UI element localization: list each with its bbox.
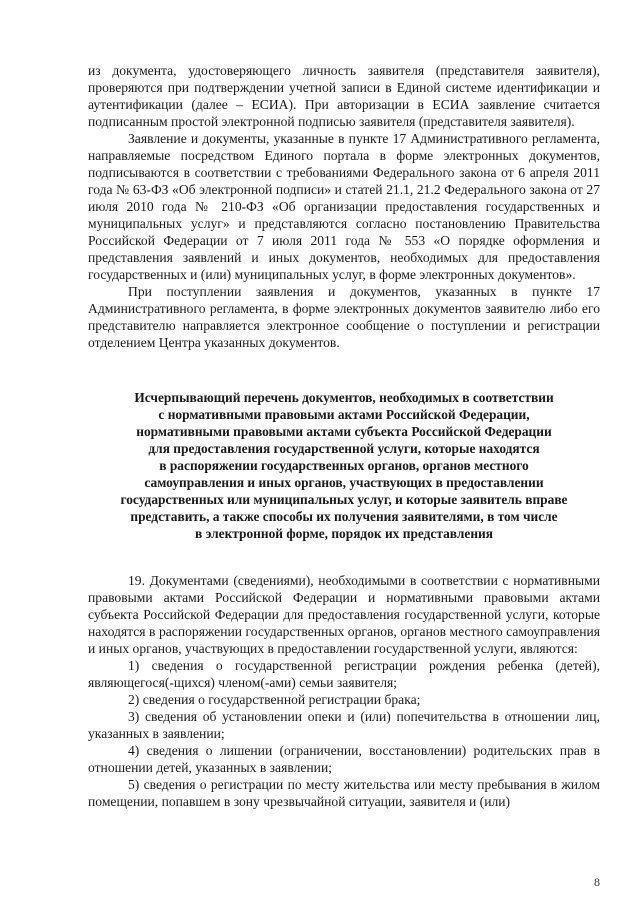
paragraph-notification: При поступлении заявления и документов, указанных в пункте 17 Административного регламента, в форме электронных документов заявителю либо его представителю направляется электронное сообщение о поступлении и регистрации отделением Центра указанных документов. — [88, 284, 600, 350]
list-item: 3) сведения об установлении опеки и (или) попечительства в отношении лиц, указанных в заявлении; — [88, 709, 600, 741]
heading-line: нормативными правовыми актами субъекта Российской Федерации — [136, 424, 552, 439]
heading-line: для предоставления государственной услуги, которые находятся — [148, 441, 540, 456]
document-page — [88, 62, 600, 810]
heading-line: государственных или муниципальных услуг, и которые заявитель вправе — [120, 492, 568, 507]
heading-line: Исчерпывающий перечень документов, необходимых в соответствии — [134, 390, 554, 405]
heading-line: с нормативными правовыми актами Российской Федерации, — [158, 407, 530, 422]
paragraph-electronic-signature: Заявление и документы, указанные в пункте 17 Административного регламента, направляемые посредством Единого портала в форме электронных документов, подписываются в соответствии с требованиями Федерального закона от 6 апреля 2011 года № 63-ФЗ «Об электронной подписи» и статей 21.1, 21.2 Федерального закона от 27 июля 2010 года № 210-ФЗ «Об организации предоставления государственных и муниципальных услуг» и представляются согласно постановлению Правительства Российской Федерации от 7 июля 2011 года № 553 «О порядке оформления и представления заявлений и иных документов, необходимых для предоставления государственных и (или) муниципальных услуг, в форме электронных документов». — [88, 131, 600, 282]
heading-line: в электронной форме, порядок их представления — [195, 526, 493, 541]
page-number: 8 — [594, 875, 600, 889]
list-item: 5) сведения о регистрации по месту жительства или месту пребывания в жилом помещении, попавшем в зону чрезвычайной ситуации, заявителя и (или) — [88, 777, 600, 809]
list-item: 4) сведения о лишении (ограничении, восстановлении) родительских прав в отношении детей, указанных в заявлении; — [88, 743, 600, 775]
list-item: 2) сведения о государственной регистрации брака; — [128, 692, 421, 707]
list-item: 1) сведения о государственной регистрации рождения ребенка (детей), являющегося(-щихся) членом(-ами) семьи заявителя; — [88, 658, 600, 690]
heading-line: в распоряжении государственных органов, органов местного — [159, 458, 529, 473]
paragraph-section-19: 19. Документами (сведениями), необходимыми в соответствии с нормативными правовыми актами Российской Федерации и нормативными правовыми актами субъекта Российской Федерации для предоставления государственной услуги, которые находятся в распоряжении государственных органов, органов местного самоуправления и иных органов, участвующих в предоставлении государственной услуги, являются: — [88, 573, 600, 656]
heading-line: самоуправления и иных органов, участвующих в предоставлении — [144, 475, 544, 490]
heading-line: представить, а также способы их получения заявителями, в том числе — [130, 509, 558, 524]
paragraph-esia: из документа, удостоверяющего личность заявителя (представителя заявителя), проверяются при подтверждении учетной записи в Единой системе идентификации и аутентификации (далее – ЕСИА). При авторизации в ЕСИА заявление считается подписанным простой электронной подписью заявителя (представителя заявителя). — [88, 63, 600, 129]
section-heading — [88, 389, 600, 542]
